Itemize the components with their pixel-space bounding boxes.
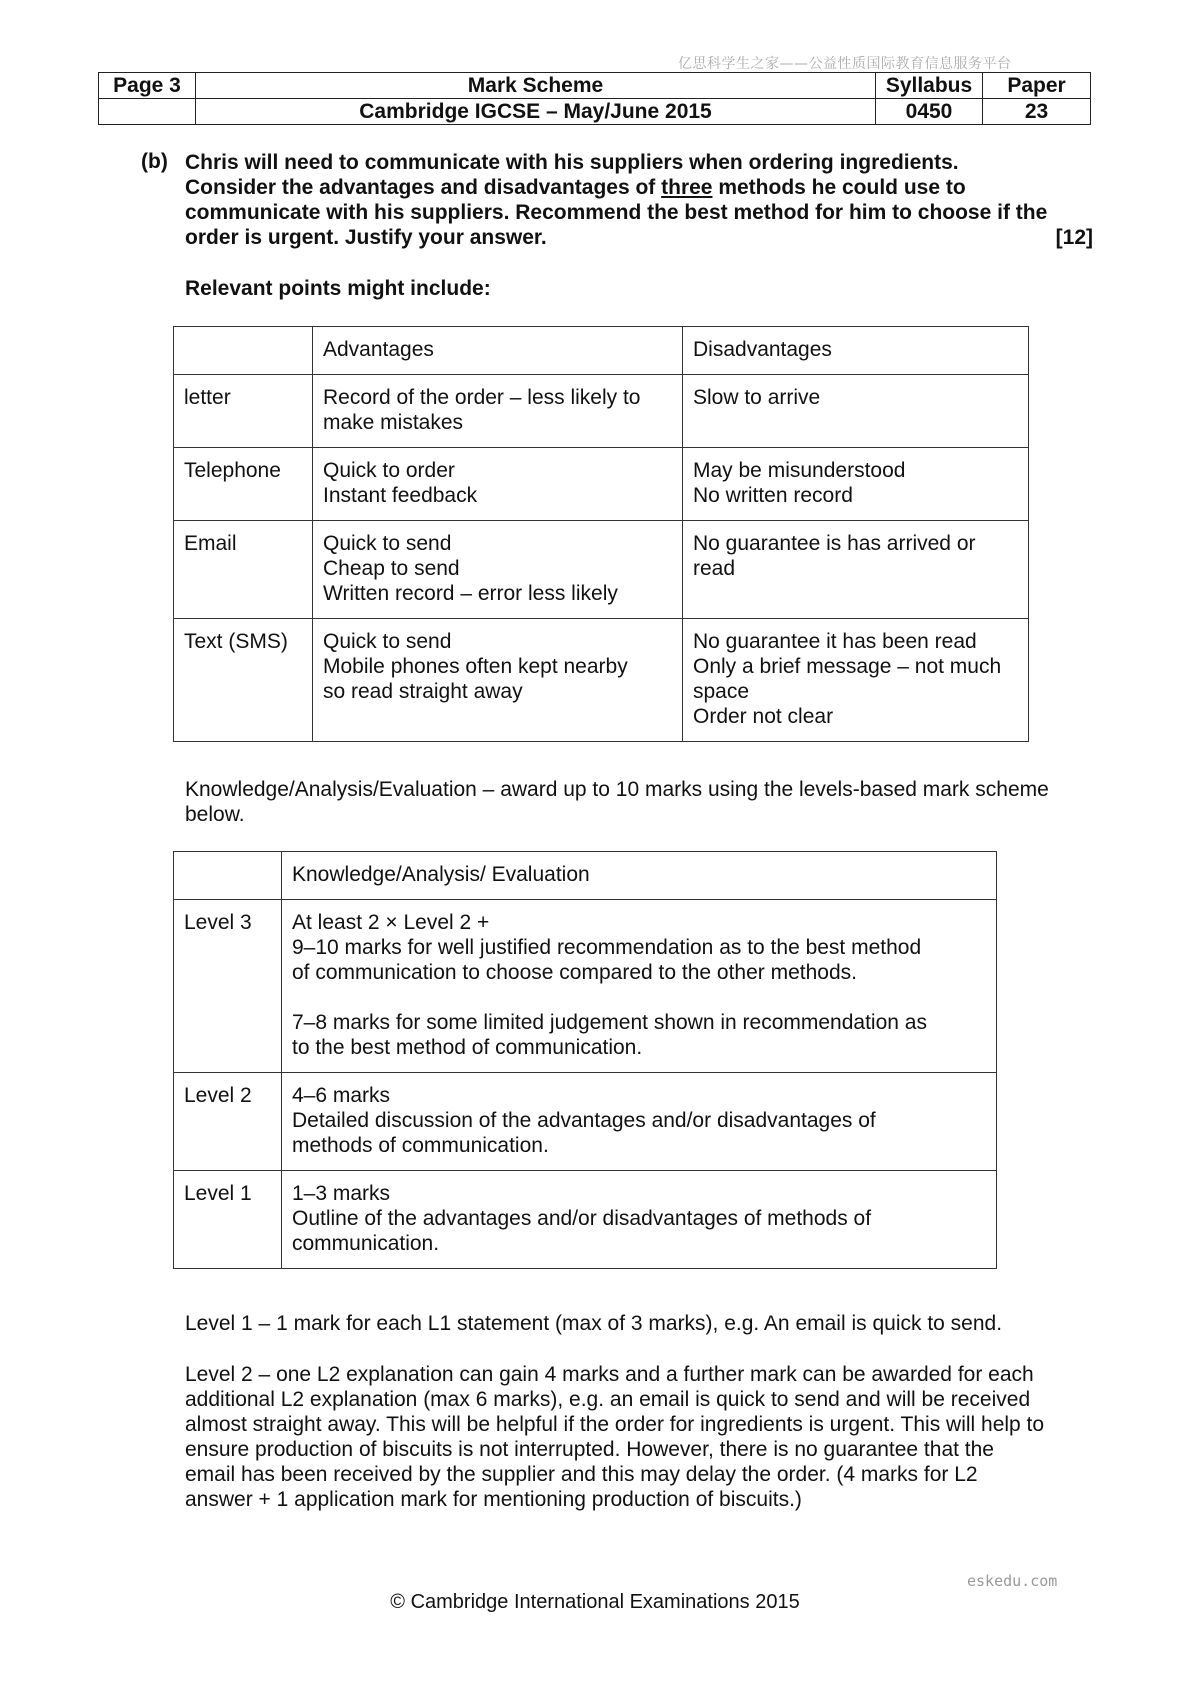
question-marks: [12] — [1055, 226, 1093, 249]
header-paper-label: Paper — [983, 73, 1091, 99]
header-title: Mark Scheme — [196, 73, 876, 99]
level1-note: Level 1 – 1 mark for each L1 statement (max of 3 marks), e.g. An email is quick to send. — [185, 1312, 1003, 1335]
watermark-bottom: eskedu.com — [967, 1572, 1058, 1590]
footer-copyright: © Cambridge International Examinations 2015 — [390, 1591, 800, 1613]
question-line: Chris will need to communicate with his suppliers when ordering ingredients. — [185, 151, 959, 174]
advantages-cell: Quick to send Mobile phones often kept nearby so read straight away — [313, 619, 683, 742]
advantages-cell: Quick to send Cheap to send Written record – error less likely — [313, 521, 683, 619]
header-blank — [99, 99, 196, 125]
table-row — [174, 1073, 997, 1171]
header-subtitle: Cambridge IGCSE – May/June 2015 — [196, 99, 876, 125]
question-text — [185, 150, 1093, 250]
level-cell: Level 2 — [174, 1073, 282, 1171]
methods-table — [173, 326, 1029, 742]
level-description-cell: 4–6 marks Detailed discussion of the advantages and/or disadvantages of methods of communication. — [282, 1073, 997, 1171]
level-cell: Level 1 — [174, 1171, 282, 1269]
header-syllabus-code: 0450 — [876, 99, 983, 125]
question-line: communicate with his suppliers. Recommend the best method for him to choose if the — [185, 201, 1048, 224]
watermark-top: 亿思科学生之家——公益性质国际教育信息服务平台 — [678, 56, 1012, 72]
relevant-points-heading: Relevant points might include: — [185, 277, 491, 300]
question-line: Consider the advantages and disadvantages of three methods he could use to — [185, 176, 966, 199]
header-syllabus-label: Syllabus — [876, 73, 983, 99]
table-row — [174, 619, 1029, 742]
table-header-cell — [174, 327, 313, 375]
levels-table — [173, 851, 997, 1269]
level-cell: Level 3 — [174, 900, 282, 1073]
level-description-cell: 1–3 marks Outline of the advantages and/or disadvantages of methods of communication. — [282, 1171, 997, 1269]
kae-intro: Knowledge/Analysis/Evaluation – award up to 10 marks using the levels-based mark scheme below. — [185, 778, 1049, 826]
disadvantages-cell: No guarantee it has been read Only a brief message – not much space Order not clear — [683, 619, 1029, 742]
table-header-cell: Disadvantages — [683, 327, 1029, 375]
table-row — [174, 1171, 997, 1269]
underlined-word: three — [661, 176, 713, 199]
method-cell: Email — [174, 521, 313, 619]
table-header-cell — [174, 852, 282, 900]
question-label: (b) — [141, 150, 168, 173]
method-cell: Text (SMS) — [174, 619, 313, 742]
header-table — [98, 72, 1091, 125]
table-row — [174, 900, 997, 1073]
header-paper-number: 23 — [983, 99, 1091, 125]
table-row — [174, 375, 1029, 448]
table-header-cell: Knowledge/Analysis/ Evaluation — [282, 852, 997, 900]
question-line: order is urgent. Justify your answer. [12] — [185, 226, 1093, 249]
table-header-row — [174, 327, 1029, 375]
advantages-cell: Record of the order – less likely to make mistakes — [313, 375, 683, 448]
method-cell: Telephone — [174, 448, 313, 521]
disadvantages-cell: Slow to arrive — [683, 375, 1029, 448]
method-cell: letter — [174, 375, 313, 448]
header-page: Page 3 — [99, 73, 196, 99]
level-description-cell: At least 2 × Level 2 + 9–10 marks for well justified recommendation as to the best method of communication to choose compared to the other methods. 7–8 marks for some limited judgement shown in recommendation as to the best method of communication. — [282, 900, 997, 1073]
table-header-row — [174, 852, 997, 900]
disadvantages-cell: No guarantee is has arrived or read — [683, 521, 1029, 619]
advantages-cell: Quick to order Instant feedback — [313, 448, 683, 521]
level2-note: Level 2 – one L2 explanation can gain 4 marks and a further mark can be awarded for each additional L2 explanation (max 6 marks), e.g. an email is quick to send and will be received almost straight away. This will be helpful if the order for ingredients is urgent. This will help to ensure production of biscuits is not interrupted. However, there is no guarantee that the email has been received by the supplier and this may delay the order. (4 marks for L2 answer + 1 application mark for mentioning production of biscuits.) — [185, 1363, 1045, 1511]
table-row — [174, 521, 1029, 619]
table-header-cell: Advantages — [313, 327, 683, 375]
disadvantages-cell: May be misunderstood No written record — [683, 448, 1029, 521]
table-row — [174, 448, 1029, 521]
